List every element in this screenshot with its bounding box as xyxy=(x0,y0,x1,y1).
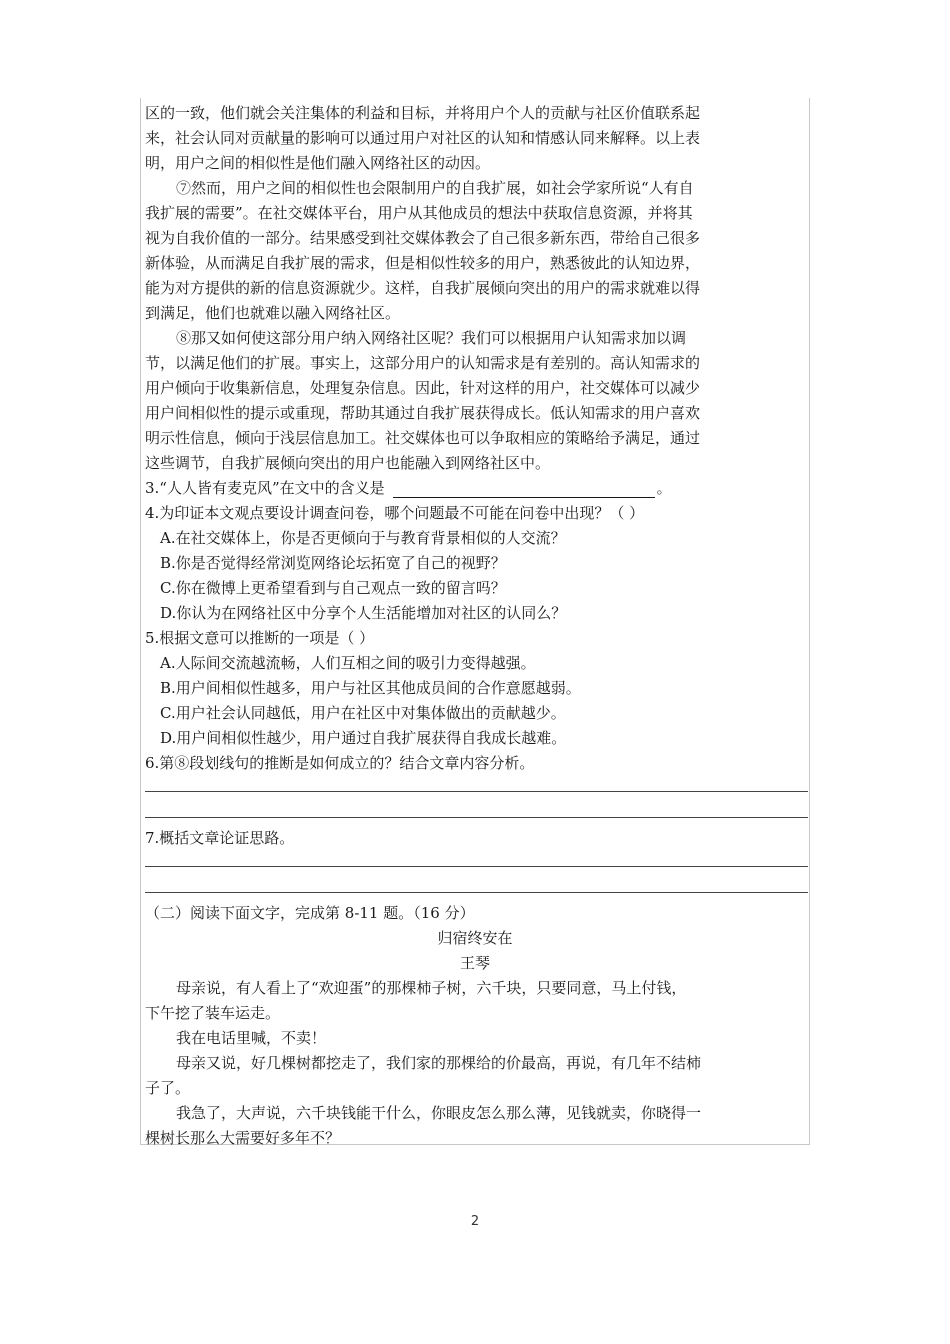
passage-line: 我扩展的需要”。在社交媒体平台，用户从其他成员的想法中获取信息资源，并将其 xyxy=(145,204,693,222)
answer-blank[interactable] xyxy=(393,483,655,498)
question-3 xyxy=(145,478,672,498)
story-line: 棵树长那么大需要好多年不？ xyxy=(145,1129,341,1147)
option-a: A.人际间交流越流畅，人们互相之间的吸引力变得越强。 xyxy=(160,654,536,672)
question-3-text: 3.“人人皆有麦克风”在文中的含义是 xyxy=(145,479,385,497)
option-b: B.用户间相似性越多，用户与社区其他成员间的合作意愿越弱。 xyxy=(160,679,581,697)
answer-line[interactable] xyxy=(145,866,808,867)
question-3-end: 。 xyxy=(656,479,672,497)
passage-line: 用户间相似性的提示或重现，帮助其通过自我扩展获得成长。低认知需求的用户喜欢 xyxy=(145,404,701,422)
passage-line: 来，社会认同对贡献量的影响可以通过用户对社区的认知和情感认同来解释。以上表 xyxy=(145,129,701,147)
question-4-stem: 4.为印证本文观点要设计调查问卷，哪个问题最不可能在问卷中出现？（ ） xyxy=(145,504,645,522)
story-line: 母亲又说，好几棵树都挖走了，我们家的那棵给的价最高，再说，有几年不结柿 xyxy=(176,1054,702,1072)
answer-line[interactable] xyxy=(145,892,808,893)
page-number: 2 xyxy=(470,1214,480,1229)
paragraph-7-start: ⑦然而，用户之间的相似性也会限制用户的自我扩展，如社会学家所说“人有自 xyxy=(176,179,694,197)
option-c: C.你在微博上更希望看到与自己观点一致的留言吗？ xyxy=(160,579,506,597)
option-b: B.你是否觉得经常浏览网络论坛拓宽了自己的视野？ xyxy=(160,554,506,572)
passage-line: 用户倾向于收集新信息，处理复杂信息。因此，针对这样的用户，社交媒体可以减少 xyxy=(145,379,701,397)
passage-line: 视为自我价值的一部分。结果感受到社交媒体教会了自己很多新东西，带给自己很多 xyxy=(145,229,701,247)
story-line: 下午挖了装车运走。 xyxy=(145,1004,281,1022)
story-line: 我急了，大声说，六千块钱能干什么，你眼皮怎么那么薄，见钱就卖，你晓得一 xyxy=(176,1104,702,1122)
question-6: 6.第⑧段划线句的推断是如何成立的？结合文章内容分析。 xyxy=(145,754,535,772)
passage-line: 能为对方提供的新的信息资源就少。这样，自我扩展倾向突出的用户的需求就难以得 xyxy=(145,279,701,297)
answer-line[interactable] xyxy=(145,791,808,792)
paragraph-8-start: ⑧那又如何使这部分用户纳入网络社区呢？我们可以根据用户认知需求加以调 xyxy=(176,329,687,347)
story-line: 子了。 xyxy=(145,1079,191,1097)
question-7: 7.概括文章论证思路。 xyxy=(145,829,295,847)
story-line: 母亲说，有人看上了“欢迎蛋”的那棵柿子树，六千块，只要同意，马上付钱， xyxy=(176,979,687,997)
passage-line: 新体验，从而满足自我扩展的需求，但是相似性较多的用户，熟悉彼此的认知边界， xyxy=(145,254,701,272)
question-5-stem: 5.根据文意可以推断的一项是（ ） xyxy=(145,629,375,647)
passage-line: 节，以满足他们的扩展。事实上，这部分用户的认知需求是有差别的。高认知需求的 xyxy=(145,354,701,372)
option-a: A.在社交媒体上，你是否更倾向于与教育背景相似的人交流？ xyxy=(160,529,566,547)
passage-line: 到满足，他们也就难以融入网络社区。 xyxy=(145,304,401,322)
story-title: 归宿终安在 xyxy=(437,929,513,947)
passage-line: 明，用户之间的相似性是他们融入网络社区的动因。 xyxy=(145,154,491,172)
option-c: C.用户社会认同越低，用户在社区中对集体做出的贡献越少。 xyxy=(160,704,566,722)
passage-line: 明示性信息，倾向于浅层信息加工。社交媒体也可以争取相应的策略给予满足，通过 xyxy=(145,429,701,447)
story-author: 王琴 xyxy=(459,954,490,972)
option-d: D.你认为在网络社区中分享个人生活能增加对社区的认同么？ xyxy=(160,604,567,622)
option-d: D.用户间相似性越少，用户通过自我扩展获得自我成长越难。 xyxy=(160,729,567,747)
section-heading: （二）阅读下面文字，完成第 8-11 题。（16 分） xyxy=(145,904,475,922)
passage-line: 这些调节，自我扩展倾向突出的用户也能融入到网络社区中。 xyxy=(145,454,551,472)
answer-line[interactable] xyxy=(145,817,808,818)
passage-line: 区的一致，他们就会关注集体的利益和目标，并将用户个人的贡献与社区价值联系起 xyxy=(145,104,701,122)
story-line: 我在电话里喊，不卖！ xyxy=(176,1029,327,1047)
